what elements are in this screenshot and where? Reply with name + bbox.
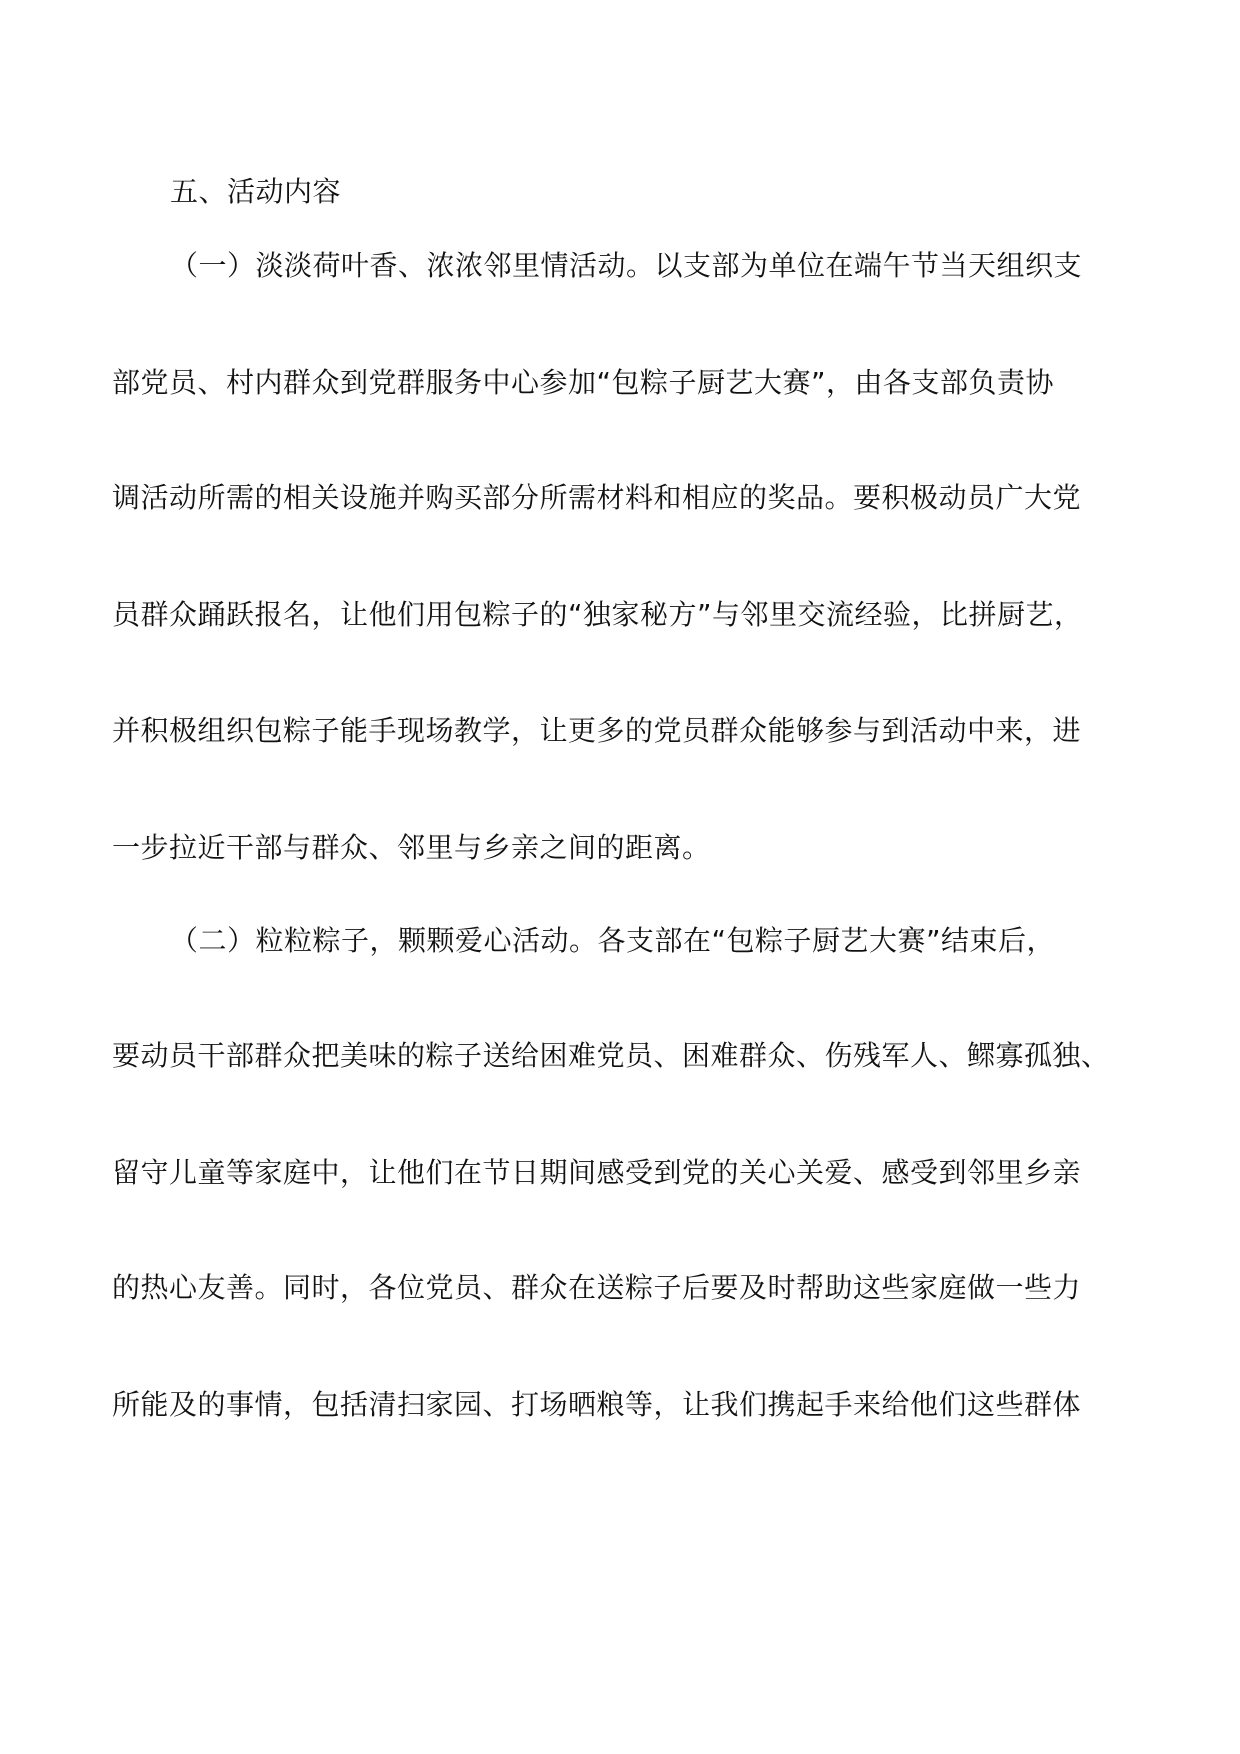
paragraph-line: 所能及的事情，包括清扫家园、打场晒粮等，让我们携起手来给他们这些群体	[112, 1388, 1082, 1421]
paragraph-line: （二）粒粒粽子，颗颗爱心活动。各支部在“包粽子厨艺大赛”结束后，	[170, 924, 1056, 957]
paragraph-line: （一）淡淡荷叶香、浓浓邻里情活动。以支部为单位在端午节当天组织支	[170, 249, 1083, 282]
paragraph-line: 要动员干部群众把美味的粽子送给困难党员、困难群众、伤残军人、鳏寡孤独、	[112, 1039, 1110, 1072]
paragraph-line: 员群众踊跃报名，让他们用包粽子的“独家秘方”与邻里交流经验，比拼厨艺，	[112, 598, 1083, 631]
paragraph-line: 留守儿童等家庭中，让他们在节日期间感受到党的关心关爱、感受到邻里乡亲	[112, 1156, 1082, 1189]
paragraph-line: 一步拉近干部与群众、邻里与乡亲之间的距离。	[112, 831, 711, 864]
paragraph-line: 部党员、村内群众到党群服务中心参加“包粽子厨艺大赛”，由各支部负责协	[112, 366, 1055, 399]
paragraph-line: 并积极组织包粽子能手现场教学，让更多的党员群众能够参与到活动中来，进	[112, 714, 1082, 747]
section-heading: 五、活动内容	[170, 175, 342, 208]
paragraph-line: 调活动所需的相关设施并购买部分所需材料和相应的奖品。要积极动员广大党	[112, 481, 1082, 514]
paragraph-line: 的热心友善。同时，各位党员、群众在送粽子后要及时帮助这些家庭做一些力	[112, 1271, 1082, 1304]
